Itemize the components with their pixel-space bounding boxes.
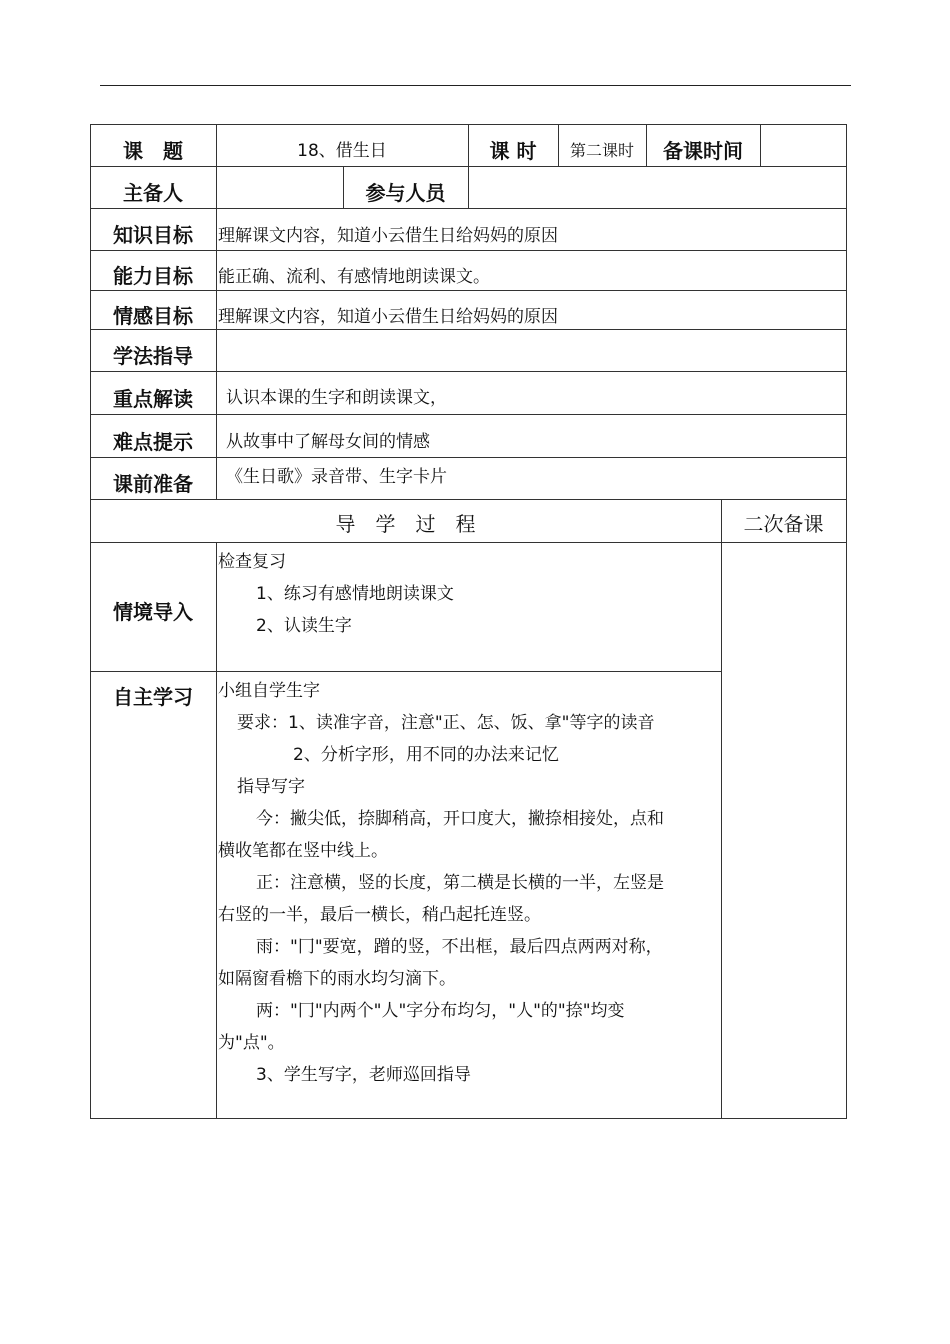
self-study-line: 3、学生写字，老师巡回指导 (256, 1065, 471, 1085)
preparation-text: 《生日歌》录音带、生字卡片 (226, 466, 447, 487)
process-title: 导 学 过 程 (335, 511, 476, 536)
self-study-line: 两："冂"内两个"人"字分布均匀，"人"的"捺"均变 (256, 1001, 625, 1021)
self-study-line: 横收笔都在竖中线上。 (218, 841, 388, 861)
intro-line: 1、练习有感情地朗读课文 (256, 584, 454, 604)
second-prep-label: 二次备课 (743, 511, 824, 536)
study-method-text (218, 329, 844, 371)
table-border-right (846, 124, 847, 1119)
lead-preparer-label: 主备人 (123, 180, 183, 205)
self-study-line: 要求：1、读准字音，注意"正、怎、饭、拿"等字的读音 (237, 713, 655, 733)
period-value: 第二课时 (569, 140, 634, 160)
knowledge-goal-label: 知识目标 (113, 222, 193, 247)
period-label: 课 时 (489, 138, 537, 163)
knowledge-goal-text: 理解课文内容，知道小云借生日给妈妈的原因 (218, 225, 558, 246)
difficulty-label: 难点提示 (113, 429, 193, 454)
column-divider (721, 499, 722, 1119)
intro-label: 情境导入 (113, 599, 193, 624)
self-study-line: 指导写字 (237, 777, 305, 797)
difficulty-text: 从故事中了解母女间的情感 (226, 431, 430, 452)
self-study-line: 如隔窗看檐下的雨水均匀滴下。 (218, 969, 456, 989)
preparation-label: 课前准备 (113, 471, 193, 496)
participants-value (468, 166, 846, 208)
self-study-line: 雨："冂"要宽，蹭的竖，不出框，最后四点两两对称， (256, 937, 663, 957)
course-label: 课 题 (123, 138, 183, 163)
lesson-plan-table (90, 124, 847, 1119)
prep-time-value (760, 124, 846, 166)
ability-goal-text: 能正确、流利、有感情地朗读课文。 (218, 266, 490, 287)
ability-goal-label: 能力目标 (113, 263, 193, 288)
intro-line: 2、认读生字 (256, 616, 352, 636)
column-divider (216, 542, 217, 1119)
table-border-bottom (90, 1118, 847, 1119)
self-study-line: 2、分析字形，用不同的办法来记忆 (293, 745, 559, 765)
self-study-line: 为"点"。 (218, 1033, 285, 1053)
emotion-goal-text: 理解课文内容，知道小云借生日给妈妈的原因 (218, 306, 558, 327)
lead-preparer-value (216, 166, 343, 208)
prep-time-label: 备课时间 (663, 138, 743, 163)
key-points-label: 重点解读 (113, 386, 193, 411)
self-study-line: 正：注意横，竖的长度，第二横是长横的一半，左竖是 (256, 873, 664, 893)
self-study-line: 今：撇尖低，捺脚稍高，开口度大，撇捺相接处，点和 (256, 809, 664, 829)
self-study-line: 右竖的一半，最后一横长，稍凸起托连竖。 (218, 905, 541, 925)
study-method-label: 学法指导 (113, 343, 193, 368)
intro-line: 检查复习 (218, 552, 286, 572)
self-study-line: 小组自学生字 (218, 681, 320, 701)
key-points-text: 认识本课的生字和朗读课文， (226, 387, 447, 408)
header-rule (100, 85, 851, 86)
participants-label: 参与人员 (365, 180, 446, 205)
emotion-goal-label: 情感目标 (113, 303, 193, 328)
self-study-label: 自主学习 (113, 684, 193, 709)
course-title: 18、借生日 (297, 140, 387, 161)
